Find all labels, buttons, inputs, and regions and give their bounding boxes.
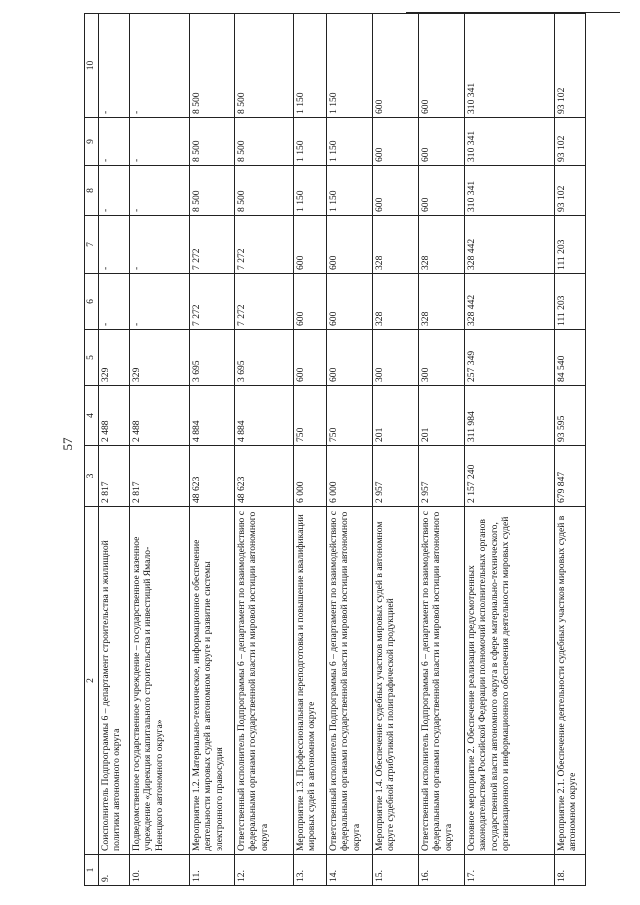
value-cell: 2 157 240 bbox=[465, 446, 555, 507]
rotated-page-content bbox=[84, 14, 579, 886]
column-number: 5 bbox=[85, 330, 99, 386]
value-cell: 2 817 bbox=[99, 446, 130, 507]
table-row bbox=[419, 14, 465, 886]
table-row bbox=[294, 14, 327, 886]
row-number: 18. bbox=[555, 855, 586, 886]
value-cell: 750 bbox=[327, 386, 373, 446]
value-cell: - bbox=[99, 216, 130, 274]
row-number: 11. bbox=[190, 855, 235, 886]
value-cell: 7 272 bbox=[190, 216, 235, 274]
table-row bbox=[465, 14, 555, 886]
column-number: 2 bbox=[85, 507, 99, 855]
value-cell: 329 bbox=[130, 330, 190, 386]
value-cell: - bbox=[130, 274, 190, 330]
value-cell: 93 102 bbox=[555, 118, 586, 166]
row-number: 17. bbox=[465, 855, 555, 886]
value-cell: 6 000 bbox=[294, 446, 327, 507]
value-cell: 1 150 bbox=[294, 166, 327, 216]
value-cell: 1 150 bbox=[327, 166, 373, 216]
table-row bbox=[235, 14, 294, 886]
value-cell: - bbox=[99, 274, 130, 330]
column-number: 3 bbox=[85, 446, 99, 507]
column-number: 7 bbox=[85, 216, 99, 274]
row-description: Мероприятие 2.1. Обеспечение деятельности судебных участков мировых судей в автономном округе bbox=[555, 507, 586, 855]
value-cell: 328 bbox=[419, 216, 465, 274]
value-cell: 328 bbox=[373, 274, 419, 330]
value-cell: - bbox=[99, 118, 130, 166]
row-description: Основное мероприятие 2. Обеспечение реализации предусмотренных законодательством Российской Федерации полномочий исполнительных органов государственной власти автономного округа в сфере материально-технического, организационного и информационного обеспечения деятельности мировых судей bbox=[465, 507, 555, 855]
value-cell: 600 bbox=[327, 274, 373, 330]
value-cell: 8 500 bbox=[190, 118, 235, 166]
value-cell: 311 984 bbox=[465, 386, 555, 446]
value-cell: 4 884 bbox=[235, 386, 294, 446]
row-description: Ответственный исполнитель Подпрограммы 6 – департамент по взаимодействию с федеральными органами государственной власти и мировой юстиции автономного округа bbox=[327, 507, 373, 855]
value-cell: 84 540 bbox=[555, 330, 586, 386]
row-description: Ответственный исполнитель Подпрограммы 6 – департамент по взаимодействию с федеральными органами государственной власти и мировой юстиции автономного округа bbox=[235, 507, 294, 855]
value-cell: 310 341 bbox=[465, 118, 555, 166]
value-cell: 8 500 bbox=[235, 166, 294, 216]
table-row bbox=[327, 14, 373, 886]
column-number: 1 bbox=[85, 855, 99, 886]
column-number: 8 bbox=[85, 166, 99, 216]
row-description: Подведомственное государственное учреждение – государственное казенное учреждение «Дирекция капитального строительства и инвестиций Ямало-Ненецкого автономного округа» bbox=[130, 507, 190, 855]
value-cell: 201 bbox=[419, 386, 465, 446]
value-cell: 310 341 bbox=[465, 166, 555, 216]
value-cell: 328 bbox=[373, 216, 419, 274]
value-cell: 3 695 bbox=[235, 330, 294, 386]
value-cell: 7 272 bbox=[235, 274, 294, 330]
value-cell: - bbox=[130, 216, 190, 274]
value-cell: 1 150 bbox=[327, 14, 373, 118]
value-cell: 600 bbox=[419, 118, 465, 166]
row-number: 13. bbox=[294, 855, 327, 886]
value-cell: - bbox=[99, 166, 130, 216]
value-cell: 7 272 bbox=[235, 216, 294, 274]
value-cell: 2 817 bbox=[130, 446, 190, 507]
value-cell: 1 150 bbox=[294, 14, 327, 118]
value-cell: 48 623 bbox=[190, 446, 235, 507]
rotated-table-container bbox=[84, 14, 579, 886]
value-cell: 93 595 bbox=[555, 386, 586, 446]
value-cell: 600 bbox=[419, 166, 465, 216]
value-cell: 1 150 bbox=[327, 118, 373, 166]
value-cell: 750 bbox=[294, 386, 327, 446]
row-description: Мероприятие 1.3. Профессиональная переподготовка и повышение квалификации мировых судей в автономном округе bbox=[294, 507, 327, 855]
table-row bbox=[130, 14, 190, 886]
page-number: 57 bbox=[60, 437, 75, 451]
row-description: Ответственный исполнитель Подпрограммы 6 – департамент по взаимодействию с федеральными органами государственной власти и мировой юстиции автономного округа bbox=[419, 507, 465, 855]
value-cell: 600 bbox=[294, 274, 327, 330]
value-cell: 93 102 bbox=[555, 14, 586, 118]
value-cell: 328 442 bbox=[465, 274, 555, 330]
row-number: 15. bbox=[373, 855, 419, 886]
value-cell: 48 623 bbox=[235, 446, 294, 507]
value-cell: 328 442 bbox=[465, 216, 555, 274]
budget-table bbox=[84, 13, 586, 886]
value-cell: 329 bbox=[99, 330, 130, 386]
row-description: Мероприятие 1.4. Обеспечение судебных участков мировых судей в автономном округе судебной атрибутикой и полиграфической продукцией bbox=[373, 507, 419, 855]
value-cell: - bbox=[130, 166, 190, 216]
column-number-row bbox=[85, 14, 99, 886]
value-cell: 4 884 bbox=[190, 386, 235, 446]
row-number: 12. bbox=[235, 855, 294, 886]
value-cell: 3 695 bbox=[190, 330, 235, 386]
value-cell: 2 957 bbox=[419, 446, 465, 507]
value-cell: 2 957 bbox=[373, 446, 419, 507]
value-cell: 1 150 bbox=[294, 118, 327, 166]
value-cell: 8 500 bbox=[235, 118, 294, 166]
value-cell: 2 488 bbox=[99, 386, 130, 446]
row-number: 9. bbox=[99, 855, 130, 886]
value-cell: 310 341 bbox=[465, 14, 555, 118]
table-row bbox=[373, 14, 419, 886]
value-cell: 600 bbox=[373, 14, 419, 118]
value-cell: 7 272 bbox=[190, 274, 235, 330]
value-cell: 93 102 bbox=[555, 166, 586, 216]
value-cell: 111 203 bbox=[555, 216, 586, 274]
value-cell: 600 bbox=[373, 166, 419, 216]
value-cell: 328 bbox=[419, 274, 465, 330]
column-number: 10 bbox=[85, 14, 99, 118]
row-number: 14. bbox=[327, 855, 373, 886]
value-cell: 8 500 bbox=[190, 166, 235, 216]
value-cell: 679 847 bbox=[555, 446, 586, 507]
value-cell: 8 500 bbox=[235, 14, 294, 118]
value-cell: 6 000 bbox=[327, 446, 373, 507]
column-number: 9 bbox=[85, 118, 99, 166]
value-cell: 111 203 bbox=[555, 274, 586, 330]
value-cell: - bbox=[130, 118, 190, 166]
row-description: Мероприятие 1.2. Материально-техническое, информационное обеспечение деятельности мировых судей в автономном округе и развитие системы электронного правосудия bbox=[190, 507, 235, 855]
value-cell: - bbox=[130, 14, 190, 118]
value-cell: 600 bbox=[294, 330, 327, 386]
value-cell: 600 bbox=[327, 330, 373, 386]
value-cell: 600 bbox=[373, 118, 419, 166]
column-number: 6 bbox=[85, 274, 99, 330]
table-row bbox=[555, 14, 586, 886]
value-cell: 300 bbox=[373, 330, 419, 386]
value-cell: 2 488 bbox=[130, 386, 190, 446]
value-cell: 201 bbox=[373, 386, 419, 446]
value-cell: 8 500 bbox=[190, 14, 235, 118]
value-cell: 600 bbox=[419, 14, 465, 118]
value-cell: 257 349 bbox=[465, 330, 555, 386]
value-cell: 600 bbox=[294, 216, 327, 274]
row-description: Соисполнитель Подпрограммы 6 – департамент строительства и жилищной политики автономного округа bbox=[99, 507, 130, 855]
row-number: 10. bbox=[130, 855, 190, 886]
row-number: 16. bbox=[419, 855, 465, 886]
value-cell: 600 bbox=[327, 216, 373, 274]
table-row bbox=[99, 14, 130, 886]
value-cell: 300 bbox=[419, 330, 465, 386]
table-row bbox=[190, 14, 235, 886]
value-cell: - bbox=[99, 14, 130, 118]
column-number: 4 bbox=[85, 386, 99, 446]
